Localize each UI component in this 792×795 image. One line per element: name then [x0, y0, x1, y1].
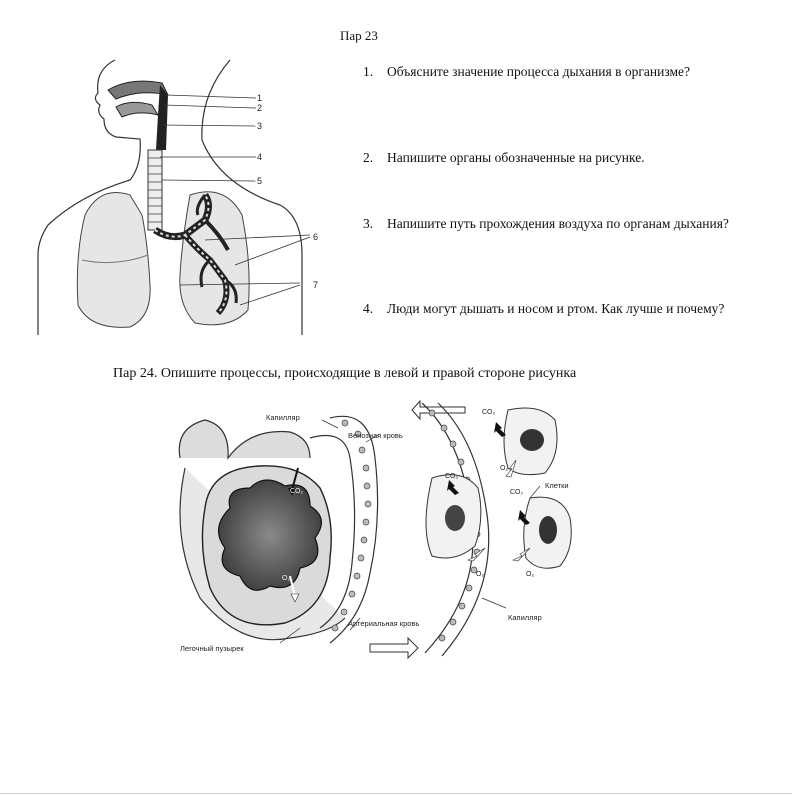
figure-label-7: 7 [313, 280, 319, 290]
venous-blood-label: Венозная кровь [348, 431, 403, 440]
question-2 [363, 150, 645, 166]
question-4-number: 4. [363, 301, 374, 316]
cell-3-co2-label: CO₂ [510, 489, 524, 496]
page-bottom-divider [0, 793, 792, 794]
cell-1-co2-label: CO₂ [482, 409, 496, 416]
question-1-number: 1. [363, 64, 374, 79]
alveolus-co2-label: CO₂ [290, 488, 304, 495]
capillary-top-label: Капилляр [266, 413, 300, 422]
question-1-text: Объясните значение процесса дыхания в организме? [387, 64, 691, 79]
figure-label-2: 2 [257, 103, 263, 113]
alveolus-label: Легочный пузырек [180, 644, 244, 653]
alveolus-o2-label: O₂ [282, 575, 291, 582]
figure-label-5: 5 [257, 176, 263, 186]
question-4 [363, 301, 724, 317]
figure-label-3: 3 [257, 121, 263, 131]
cell-2-o2-label: O₂ [476, 571, 485, 578]
par24-prompt: Пар 24. Опишите процессы, происходящие в левой и правой стороне рисунка [113, 366, 577, 381]
cell-1-o2-label: O₂ [500, 465, 509, 472]
question-3-number: 3. [363, 216, 374, 231]
capillary-bottom-label: Капилляр [508, 613, 542, 622]
gas-exchange-figure [170, 398, 590, 663]
figure-label-4: 4 [257, 152, 263, 162]
question-3-text: Напишите путь прохождения воздуха по органам дыхания? [387, 216, 729, 231]
respiratory-system-figure [30, 55, 340, 335]
question-4-text: Люди могут дышать и носом и ртом. Как лучше и почему? [387, 301, 725, 316]
figure-label-1: 1 [257, 93, 263, 103]
question-2-number: 2. [363, 150, 374, 165]
question-3 [363, 216, 729, 232]
cell-2-co2-label: CO₂ [445, 473, 459, 480]
figure-label-6: 6 [313, 232, 319, 242]
cell-3-o2-label: O₂ [526, 571, 535, 578]
cells-label: Клетки [545, 481, 569, 490]
par23-heading: Пар 23 [340, 28, 378, 43]
question-1 [363, 64, 690, 80]
arterial-blood-label: Артериальная кровь [348, 619, 420, 628]
question-2-text: Напишите органы обозначенные на рисунке. [387, 150, 645, 165]
